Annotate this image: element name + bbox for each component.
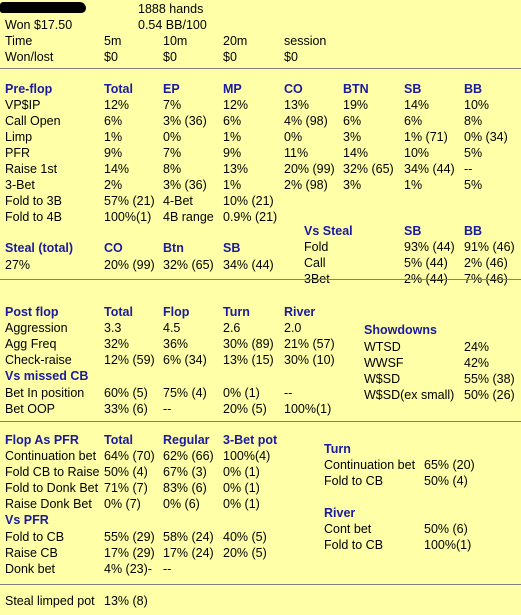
preflop-header: Pre-flop [5,82,53,96]
flop-pfr-cell: 62% (66) [163,449,214,463]
won-amount: Won $17.50 [5,18,73,32]
vs-steal-cell: 7% (46) [464,272,508,286]
preflop-cell: 0% (34) [464,130,508,144]
time-col: 20m [223,34,248,48]
preflop-row-label: Raise 1st [5,162,58,176]
postflop-row-label: Aggression [5,321,68,335]
vs-steal-cell: 93% (44) [404,240,455,254]
flop-pfr-header: 3-Bet pot [223,433,278,447]
postflop-cell: 2.0 [284,321,302,335]
vs-pfr-cell: -- [163,562,172,576]
preflop-cell: 8% [464,114,483,128]
won-lost-value: $0 [223,50,237,64]
preflop-row-label: PFR [5,146,30,160]
preflop-cell: 34% (44) [404,162,455,176]
preflop-cell: 1% [223,178,242,192]
fold-to-3b-label: Fold to 3B [5,194,62,208]
won-lost-value: $0 [284,50,298,64]
vs-missed-cb-title: Vs missed CB [5,369,89,383]
fold-to-3b-value: 57% (21) [104,194,155,208]
showdowns-cell: 24% [464,340,490,354]
preflop-cell: -- [464,162,473,176]
vs-steal-row-label: Fold [304,240,329,254]
steal-header-btn: Btn [163,241,184,255]
preflop-cell: 2% [104,178,123,192]
flop-pfr-row-label: Fold CB to Raise [5,465,100,479]
steal-value: 20% (99) [104,258,155,272]
flop-pfr-row-label: Raise Donk Bet [5,497,92,511]
preflop-cell: 13% [223,162,249,176]
preflop-cell: 8% [163,162,182,176]
vs-steal-cell: 5% (44) [404,256,448,270]
showdowns-row-label: WWSF [364,356,404,370]
vs-steal-cell: 2% (46) [464,256,508,270]
preflop-row-label: Limp [5,130,33,144]
preflop-cell: 12% [223,98,249,112]
won-lost-value: $0 [104,50,118,64]
showdowns-cell: 42% [464,356,490,370]
turn-cell: 50% (4) [424,474,468,488]
postflop-cell: 13% (15) [223,353,274,367]
postflop-cell: 3.3 [104,321,122,335]
preflop-header: Total [104,82,133,96]
fold-to-4b-label: Fold to 4B [5,210,62,224]
divider [0,584,521,585]
preflop-cell: 4% (98) [284,114,328,128]
hands-count: 1888 hands [138,2,204,16]
preflop-cell: 10% [464,98,490,112]
preflop-cell: 1% [104,130,123,144]
flop-pfr-cell: 0% (6) [163,497,200,511]
flop-pfr-cell: 67% (3) [163,465,207,479]
time-col: 5m [104,34,122,48]
preflop-cell: 2% (98) [284,178,328,192]
flop-pfr-cell: 64% (70) [104,449,155,463]
preflop-cell: 1% [223,130,242,144]
fold-to-4b-value: 100%(1) [104,210,152,224]
postflop-cell: 2.6 [223,321,241,335]
showdowns-cell: 50% (26) [464,388,515,402]
steal-limped-pot-value: 13% (8) [104,594,148,608]
preflop-header: CO [284,82,303,96]
turn-cell: 65% (20) [424,458,475,472]
steal-title: Steal (total) [5,241,74,255]
preflop-cell: 9% [223,146,242,160]
postflop-cell: 12% (59) [104,353,155,367]
player-name-redacted [0,2,86,13]
missed-cb-row-label: Bet In position [5,386,85,400]
preflop-header: BTN [343,82,369,96]
preflop-cell: 14% [104,162,130,176]
vs-pfr-row-label: Donk bet [5,562,56,576]
postflop-header: Turn [223,305,250,319]
vs-pfr-row-label: Fold to CB [5,530,65,544]
flop-pfr-cell: 83% (6) [163,481,207,495]
postflop-row-label: Check-raise [5,353,72,367]
preflop-cell: 3% [343,178,362,192]
time-label: Time [5,34,33,48]
preflop-cell: 6% [343,114,362,128]
preflop-cell: 3% [343,130,362,144]
showdowns-row-label: W$SD(ex small) [364,388,455,402]
4b-range-label: 4B range [163,210,214,224]
preflop-cell: 14% [404,98,430,112]
vs-pfr-title: Vs PFR [5,513,49,527]
vs-steal-header-bb: BB [464,224,483,238]
postflop-row-label: Agg Freq [5,337,57,351]
preflop-cell: 0% [163,130,182,144]
river-row-label: Fold to CB [324,538,384,552]
missed-cb-row-label: Bet OOP [5,402,56,416]
preflop-cell: 19% [343,98,369,112]
vs-steal-title: Vs Steal [304,224,353,238]
preflop-cell: 3% (36) [163,178,207,192]
flop-pfr-row-label: Fold to Donk Bet [5,481,99,495]
steal-limped-pot-label: Steal limped pot [5,594,95,608]
missed-cb-cell: 75% (4) [163,386,207,400]
postflop-cell: 36% [163,337,189,351]
steal-header-sb: SB [223,241,241,255]
vs-pfr-cell: 40% (5) [223,530,267,544]
river-title: River [324,506,356,520]
turn-title: Turn [324,442,351,456]
time-col: 10m [163,34,188,48]
preflop-cell: 6% [223,114,242,128]
missed-cb-cell: 33% (6) [104,402,148,416]
flop-pfr-cell: 0% (1) [223,497,260,511]
missed-cb-cell: 60% (5) [104,386,148,400]
preflop-cell: 10% [404,146,430,160]
won-lost-label: Won/lost [5,50,54,64]
flop-pfr-cell: 71% (7) [104,481,148,495]
preflop-row-label: VP$IP [5,98,41,112]
preflop-cell: 9% [104,146,123,160]
missed-cb-cell: -- [163,402,172,416]
bb-per-100: 0.54 BB/100 [138,18,207,32]
4b-range-value: 0.9% (21) [223,210,278,224]
won-lost-value: $0 [163,50,177,64]
flop-pfr-cell: 0% (7) [104,497,141,511]
preflop-cell: 7% [163,146,182,160]
preflop-cell: 0% [284,130,303,144]
postflop-cell: 21% (57) [284,337,335,351]
postflop-cell: 6% (34) [163,353,207,367]
time-col: session [284,34,327,48]
preflop-cell: 5% [464,178,483,192]
showdowns-row-label: W$SD [364,372,401,386]
preflop-cell: 20% (99) [284,162,335,176]
preflop-cell: 11% [284,146,309,160]
vs-steal-cell: 91% (46) [464,240,515,254]
missed-cb-cell: 0% (1) [223,386,260,400]
flop-pfr-cell: 100%(4) [223,449,271,463]
vs-steal-row-label: 3Bet [304,272,330,286]
vs-pfr-cell: 55% (29) [104,530,155,544]
divider [0,421,521,422]
preflop-header: BB [464,82,483,96]
showdowns-title: Showdowns [364,323,437,337]
preflop-cell: 32% (65) [343,162,394,176]
steal-value: 32% (65) [163,258,214,272]
vs-pfr-cell: 17% (24) [163,546,214,560]
preflop-header: EP [163,82,180,96]
preflop-cell: 6% [104,114,123,128]
steal-total: 27% [5,258,31,272]
preflop-cell: 14% [343,146,369,160]
river-cell: 50% (6) [424,522,468,536]
steal-header-co: CO [104,241,123,255]
steal-value: 34% (44) [223,258,274,272]
4bet-label: 4-Bet [163,194,193,208]
preflop-header: MP [223,82,242,96]
vs-pfr-row-label: Raise CB [5,546,58,560]
flop-pfr-cell: 0% (1) [223,465,260,479]
preflop-row-label: Call Open [5,114,61,128]
preflop-cell: 1% [404,178,423,192]
divider [0,279,521,280]
postflop-cell: 32% [104,337,130,351]
preflop-cell: 3% (36) [163,114,207,128]
river-cell: 100%(1) [424,538,472,552]
postflop-cell: 4.5 [163,321,181,335]
preflop-cell: 7% [163,98,182,112]
vs-steal-row-label: Call [304,256,326,270]
vs-steal-header-sb: SB [404,224,422,238]
vs-pfr-cell: 17% (29) [104,546,155,560]
missed-cb-cell: 100%(1) [284,402,332,416]
postflop-header: Flop [163,305,190,319]
preflop-cell: 5% [464,146,483,160]
flop-pfr-header: Total [104,433,133,447]
vs-steal-cell: 2% (44) [404,272,448,286]
preflop-header: SB [404,82,422,96]
preflop-row-label: 3-Bet [5,178,35,192]
showdowns-cell: 55% (38) [464,372,515,386]
showdowns-row-label: WTSD [364,340,401,354]
flop-pfr-header: Flop As PFR [5,433,79,447]
vs-pfr-cell: 58% (24) [163,530,214,544]
preflop-cell: 6% [404,114,423,128]
divider [0,68,521,69]
flop-pfr-cell: 0% (1) [223,481,260,495]
postflop-header: Post flop [5,305,59,319]
postflop-cell: 30% (89) [223,337,274,351]
missed-cb-cell: 20% (5) [223,402,267,416]
vs-pfr-cell: 20% (5) [223,546,267,560]
missed-cb-cell: -- [284,386,293,400]
flop-pfr-header: Regular [163,433,210,447]
preflop-cell: 1% (71) [404,130,448,144]
postflop-header: River [284,305,316,319]
postflop-cell: 30% (10) [284,353,335,367]
turn-row-label: Fold to CB [324,474,384,488]
4bet-value: 10% (21) [223,194,274,208]
vs-pfr-cell: 4% (23)- [104,562,152,576]
flop-pfr-cell: 50% (4) [104,465,148,479]
river-row-label: Cont bet [324,522,372,536]
preflop-cell: 12% [104,98,130,112]
flop-pfr-row-label: Continuation bet [5,449,97,463]
preflop-cell: 13% [284,98,310,112]
turn-row-label: Continuation bet [324,458,416,472]
postflop-header: Total [104,305,133,319]
